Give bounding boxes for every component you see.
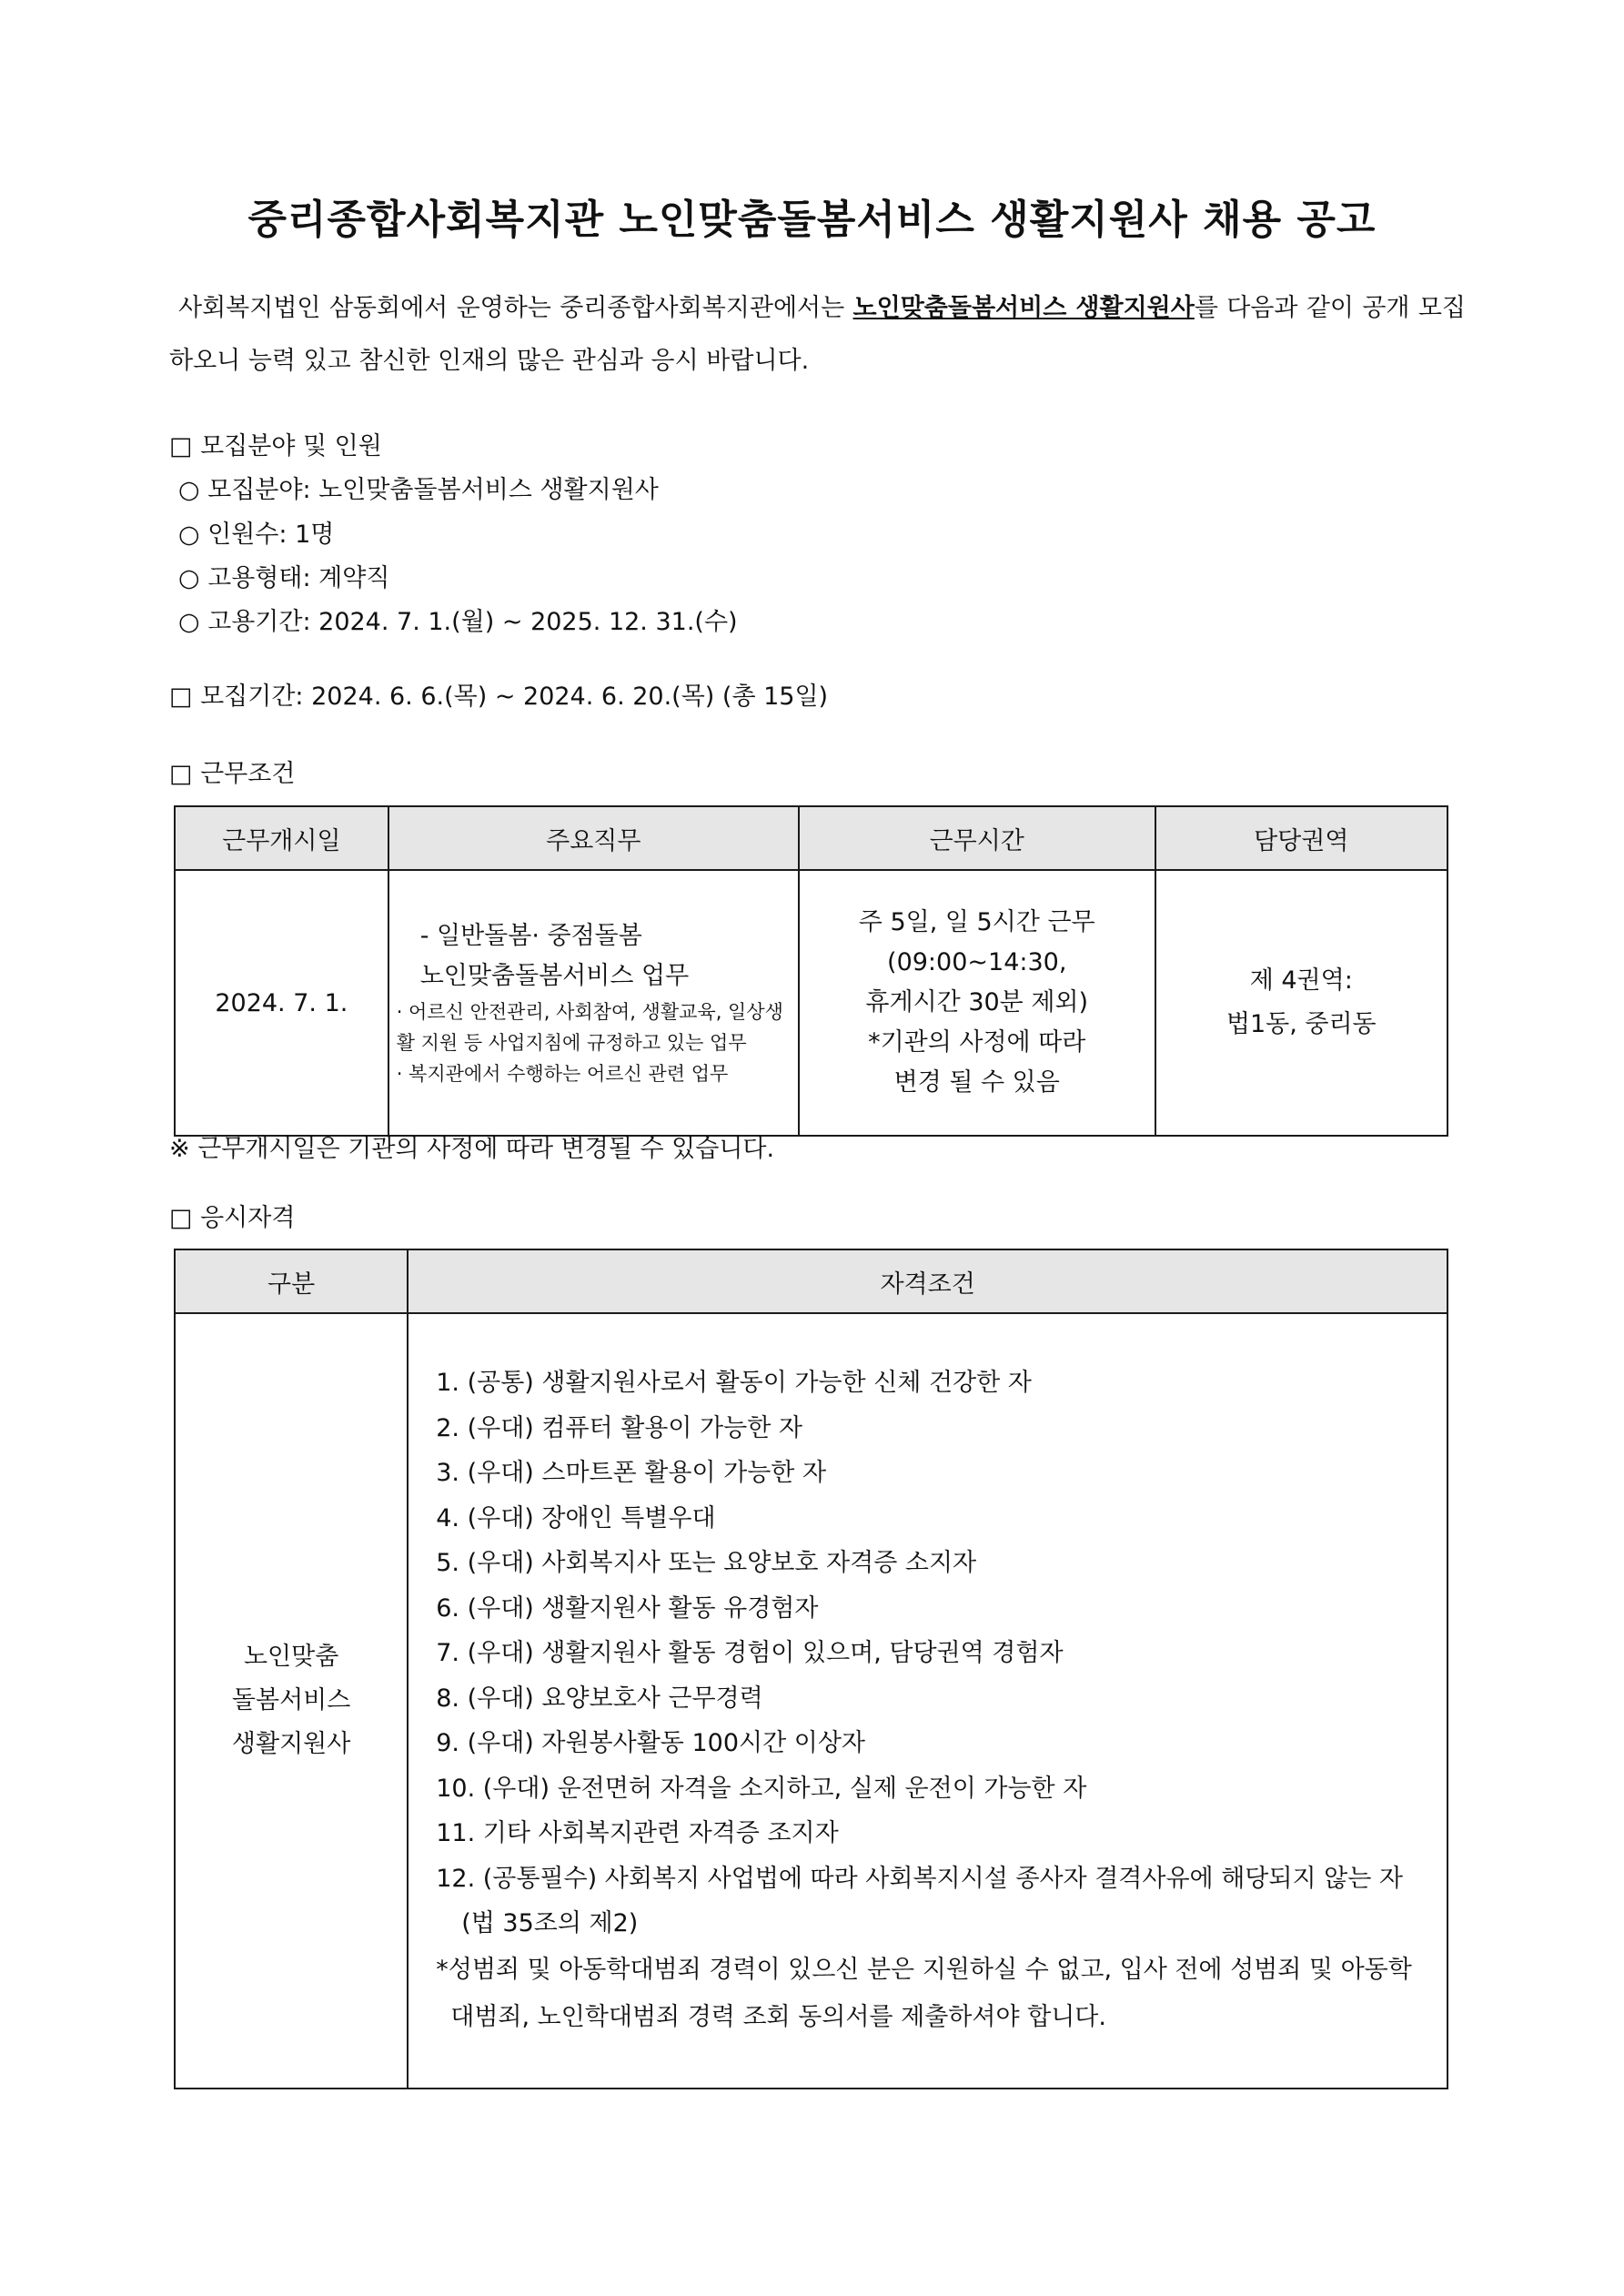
list-item: 3. (우대) 스마트폰 활용이 가능한 자	[436, 1459, 827, 1488]
intro-text-before: 사회복지법인 삼동회에서 운영하는 중리종합사회복지관에서는	[178, 294, 853, 322]
intro-text-after: 를 다음과 같이 공개 모집하오니 능력 있고 참신한 인재의 많은 관심과 응시 바랍니다.	[169, 294, 1466, 375]
duty-line-2: 노인맞춤돌봄서비스 업무	[419, 962, 690, 990]
section-work-conditions-heading: □ 근무조건	[169, 760, 296, 788]
qualification-table	[174, 1249, 1448, 2089]
section-recruit-heading: □ 모집분야 및 인원	[169, 432, 382, 460]
hours-line-2: (09:00~14:30,	[887, 948, 1067, 976]
list-item: 8. (우대) 요양보호사 근무경력	[436, 1684, 763, 1713]
hours-line-5: 변경 될 수 있음	[893, 1068, 1060, 1097]
list-item: 6. (우대) 생활지원사 활동 유경험자	[436, 1593, 819, 1623]
header-hours: 근무시간	[799, 806, 1155, 870]
start-date-cell: 2024. 7. 1.	[175, 870, 388, 1136]
intro-paragraph	[169, 282, 1466, 388]
recruit-field-item: ○ 모집분야: 노인맞춤돌봄서비스 생활지원사	[178, 476, 659, 504]
hours-line-1: 주 5일, 일 5시간 근무	[858, 908, 1095, 936]
category-line-3: 생활지원사	[231, 1730, 351, 1758]
recruit-count-item: ○ 인원수: 1명	[178, 521, 335, 549]
section-qualification-heading: □ 응시자격	[169, 1204, 296, 1232]
list-item-continuation: (법 35조의 제2)	[461, 1909, 639, 1938]
category-line-2: 돌봄서비스	[231, 1686, 351, 1714]
employment-type-item: ○ 고용형태: 계약직	[178, 564, 390, 592]
header-category: 구분	[175, 1249, 408, 1313]
list-item: 1. (공통) 생활지원사로서 활동이 가능한 신체 건강한 자	[436, 1369, 1032, 1398]
header-duties: 주요직무	[388, 806, 799, 870]
duty-line-1: - 일반돌봄· 중점돌봄	[419, 922, 642, 950]
hours-line-3: 휴게시간 30분 제외)	[865, 988, 1089, 1017]
page-title: 중리종합사회복지관 노인맞춤돌봄서비스 생활지원사 채용 공고	[247, 197, 1377, 243]
section-recruit-period: □ 모집기간: 2024. 6. 6.(목) ~ 2024. 6. 20.(목) (총 15일)	[169, 683, 829, 711]
header-area: 담당권역	[1155, 806, 1447, 870]
hours-line-4: *기관의 사정에 따라	[868, 1028, 1086, 1057]
list-item: 4. (우대) 장애인 특별우대	[436, 1503, 716, 1532]
header-start-date: 근무개시일	[175, 806, 388, 870]
category-line-1: 노인맞춤	[243, 1643, 339, 1671]
category-cell	[175, 1313, 408, 2089]
hours-cell	[799, 870, 1155, 1136]
qualifications-cell	[408, 1313, 1447, 2089]
table-row	[175, 870, 1447, 1136]
area-cell	[1155, 870, 1447, 1136]
work-start-note: ※ 근무개시일은 기관의 사정에 따라 변경될 수 있습니다.	[169, 1135, 775, 1163]
duty-detail-2: · 복지관에서 수행하는 어르신 관련 업무	[396, 1063, 729, 1085]
table-row	[175, 1313, 1447, 2089]
duties-cell	[388, 870, 799, 1136]
area-line-1: 제 4권역:	[1249, 966, 1353, 995]
list-item: 11. 기타 사회복지관련 자격증 조지자	[436, 1819, 839, 1848]
area-line-2: 법1동, 중리동	[1226, 1010, 1377, 1038]
list-item: 2. (우대) 컴퓨터 활용이 가능한 자	[436, 1413, 802, 1442]
list-item: 5. (우대) 사회복지사 또는 요양보호 자격증 소지자	[436, 1549, 977, 1578]
list-item: 10. (우대) 운전면허 자격을 소지하고, 실제 운전이 가능한 자	[436, 1774, 1087, 1803]
table-header-row	[175, 806, 1447, 870]
work-conditions-table	[174, 805, 1448, 1137]
list-item: 9. (우대) 자원봉사활동 100시간 이상자	[436, 1729, 865, 1758]
list-item: 7. (우대) 생활지원사 활동 경험이 있으며, 담당권역 경험자	[436, 1639, 1064, 1668]
duty-detail-1: · 어르신 안전관리, 사회참여, 생활교육, 일상생활 지원 등 사업지침에 규정하고 있는 업무	[396, 1001, 783, 1054]
intro-highlight: 노인맞춤돌봄서비스 생활지원사	[852, 294, 1195, 322]
list-item: 12. (공통필수) 사회복지 사업법에 따라 사회복지시설 종사자 결격사유에 해당되지 않는 자	[436, 1864, 1403, 1893]
header-qualifications: 자격조건	[408, 1249, 1447, 1313]
employment-period-item: ○ 고용기간: 2024. 7. 1.(월) ~ 2025. 12. 31.(수)	[178, 608, 738, 636]
table-header-row	[175, 1249, 1447, 1313]
criminal-record-footnote: *성범죄 및 아동학대범죄 경력이 있으신 분은 지원하실 수 없고, 입사 전에 성범죄 및 아동학대범죄, 노인학대범죄 경력 조회 동의서를 제출하셔야 합니다.	[436, 1955, 1412, 2031]
